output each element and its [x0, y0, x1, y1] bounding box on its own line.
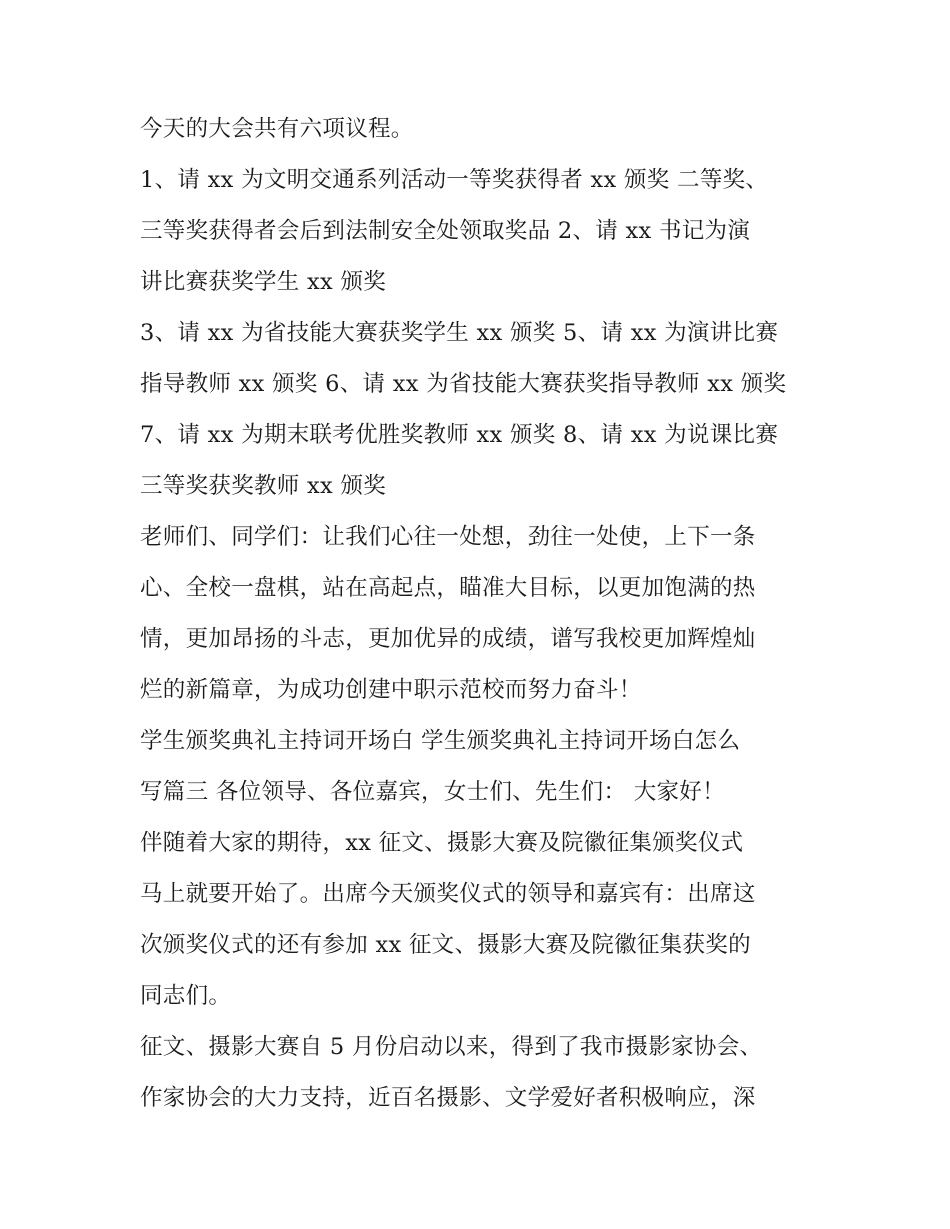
text-line: 老师们、同学们：让我们心往一处想，劲往一处使，上下一条 [140, 524, 756, 550]
document-body [140, 104, 820, 1124]
text-line: 伴随着大家的期待，xx 征文、摄影大赛及院徽征集颁奖仪式 [140, 830, 744, 856]
text-line: 三等奖获奖教师 xx 颁奖 [140, 473, 387, 499]
text-line: 7、请 xx 为期末联考优胜奖教师 xx 颁奖 8、请 xx 为说课比赛 [140, 422, 779, 448]
text-line: 情，更加昂扬的斗志，更加优异的成绩，谱写我校更加辉煌灿 [140, 626, 756, 652]
text-line: 1、请 xx 为文明交通系列活动一等奖获得者 xx 颁奖 二等奖、 [140, 167, 769, 193]
text-line: 学生颁奖典礼主持词开场白 学生颁奖典礼主持词开场白怎么 [140, 728, 741, 754]
text-line: 讲比赛获奖学生 xx 颁奖 [140, 269, 387, 295]
text-line: 心、全校一盘棋，站在高起点，瞄准大目标，以更加饱满的热 [140, 575, 756, 601]
text-line: 作家协会的大力支持，近百名摄影、文学爱好者积极响应，深 [140, 1085, 756, 1111]
text-line: 3、请 xx 为省技能大赛获奖学生 xx 颁奖 5、请 xx 为演讲比赛 [140, 320, 779, 346]
text-line: 写篇三 各位领导、各位嘉宾，女士们、先生们： 大家好！ [140, 779, 725, 805]
text-line: 马上就要开始了。出席今天颁奖仪式的领导和嘉宾有：出席这 [140, 881, 756, 907]
text-line: 同志们。 [140, 983, 232, 1009]
text-line: 指导教师 xx 颁奖 6、请 xx 为省技能大赛获奖指导教师 xx 颁奖 [140, 371, 787, 397]
text-line: 征文、摄影大赛自 5 月份启动以来，得到了我市摄影家协会、 [140, 1034, 763, 1060]
text-line: 三等奖获得者会后到法制安全处领取奖品 2、请 xx 书记为演 [140, 218, 751, 244]
text-line: 次颁奖仪式的还有参加 xx 征文、摄影大赛及院徽征集获奖的 [140, 932, 751, 958]
text-line: 今天的大会共有六项议程。 [140, 116, 414, 142]
text-line: 烂的新篇章，为成功创建中职示范校而努力奋斗！ [140, 677, 642, 703]
